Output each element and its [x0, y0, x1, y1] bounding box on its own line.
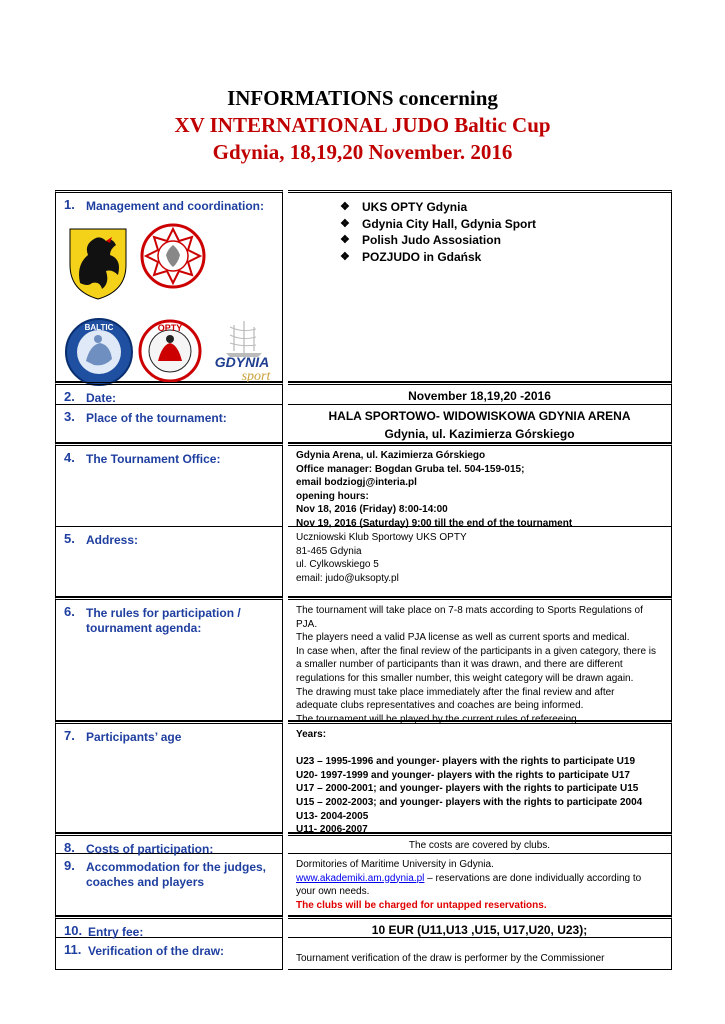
gdynia-logo-text: GDYNIA: [214, 354, 270, 370]
row-label: Accommodation for the judges, coaches and players: [86, 860, 267, 889]
date-value: November 18,19,20 -2016: [408, 389, 551, 403]
table-row: [53, 938, 674, 970]
row-label: Management and coordination:: [86, 199, 265, 213]
row-number: 9.: [64, 858, 75, 873]
table-row: [53, 190, 674, 382]
doc-title-line1: INFORMATIONS concerning: [227, 86, 498, 110]
sport-logo-text: sport: [241, 369, 271, 383]
office-text: Gdynia Arena, ul. Kazimierza Górskiego Office manager: Bogdan Gruba tel. 504-159-015; email bodziogj@interia.pl opening hours: Nov 18, 2016 (Friday) 8:00-14:00 Nov 19, 2016 (Saturday) 9:00 till the end of the tournament: [296, 450, 573, 529]
costs-value: The costs are covered by clubs.: [408, 840, 551, 851]
row-number: 7.: [64, 728, 75, 743]
row-label: Participants’ age: [86, 730, 182, 744]
row-number: 4.: [64, 450, 75, 465]
pomerania-coat-of-arms-logo: [66, 225, 130, 301]
place-value-line1: HALA SPORTOWO- WIDOWISKOWA GDYNIA ARENA: [328, 409, 631, 423]
table-row: [53, 854, 674, 916]
row-number: 11.: [64, 942, 82, 957]
verification-text: Tournament verification of the draw is performer by the Commissioner: [296, 953, 605, 964]
row-label: Costs of participation:: [86, 842, 214, 856]
diamond-bullet-icon: ❖: [340, 234, 350, 246]
table-row: [53, 833, 674, 854]
opty-logo-text: OPTY: [157, 323, 183, 333]
row-label: Date:: [86, 391, 117, 405]
list-item: ❖ Polish Judo Assosiation: [340, 233, 501, 247]
row-label: Address:: [86, 533, 139, 547]
table-row: [53, 405, 674, 443]
list-item: ❖ Gdynia City Hall, Gdynia Sport: [340, 216, 537, 231]
row-label: The Tournament Office:: [86, 452, 221, 466]
row-label: Place of the tournament:: [86, 411, 227, 425]
row-number: 6.: [64, 604, 75, 619]
row-number: 2.: [64, 389, 75, 404]
rules-text: The tournament will take place on 7-8 mats according to Sports Regulations of PJA. The players need a valid PJA license as well as current sports and medical. In case when, after the final review of the participants in a given category, there is a smaller number of participants than it was drawn, and there are different regulations for this smaller number, this weight category will be drawn again. The drawing must take place immediately after the final review and after adequate clubs representatives and coaches are being informed. The tournament will be played by the current rules of refereeing.: [296, 605, 657, 725]
address-text: Uczniowski Klub Sportowy UKS OPTY 81-465 Gdynia ul. Cylkowskiego 5 email: judo@uksopty.pl: [296, 532, 467, 584]
doc-title-line2: XV INTERNATIONAL JUDO Baltic Cup: [174, 113, 551, 137]
diamond-bullet-icon: ❖: [340, 201, 350, 213]
row-value-cell: [288, 190, 672, 382]
row-number: 1.: [64, 197, 75, 212]
entry-fee-value: 10 EUR (U11,U13 ,U15, U17,U20, U23);: [371, 923, 588, 937]
row-label: The rules for participation / tournament agenda:: [86, 606, 241, 635]
list-item: ❖ POZJUDO in Gdańsk: [340, 249, 482, 264]
table-row: [53, 527, 674, 597]
age-text: Years: U23 – 1995-1996 and younger- players with the rights to participate U19 U20- 1997-1999 and younger- players with the rights to participate U17 U17 – 2000-2001; and younger- players with the rights to participate U15 U15 – 2002-2003; and younger- players with the rights to participate 2004 U13- 2004-2005 U11- 2006-2007: [296, 729, 643, 836]
baltic-logo-text: BALTIC: [84, 323, 114, 332]
table-row: [53, 382, 674, 405]
accommodation-text: Dormitories of Maritime University in Gdynia. www.akademiki.am.gdynia.pl – reservations are done individually according to your own needs. The clubs will be charged for untapped reservations.: [296, 858, 666, 912]
diamond-bullet-icon: ❖: [340, 217, 350, 230]
row-number: 8.: [64, 840, 75, 855]
diamond-bullet-icon: ❖: [340, 250, 350, 263]
row-number: 3.: [64, 409, 75, 424]
doc-title-line3: Gdynia, 18,19,20 November. 2016: [212, 140, 513, 164]
akademiki-link[interactable]: www.akademiki.am.gdynia.pl: [296, 872, 425, 884]
row-label-cell: [55, 190, 283, 382]
row-label: Verification of the draw:: [88, 944, 225, 958]
place-value-line2: Gdynia, ul. Kazimierza Górskiego: [384, 427, 575, 441]
row-number: 5.: [64, 531, 75, 546]
table-row: [53, 916, 674, 938]
list-item: ❖ UKS OPTY Gdynia: [340, 200, 468, 214]
gdynia-sport-logo: [204, 317, 280, 383]
table-row: [53, 597, 674, 725]
row-label: Entry fee:: [88, 925, 144, 939]
management-list: [340, 199, 536, 265]
warning-text: The clubs will be charged for untapped reservations.: [296, 899, 547, 911]
opty-club-logo: [138, 319, 202, 383]
table-row: [53, 721, 674, 836]
polish-judo-emblem-logo: [140, 223, 206, 289]
table-row: [53, 443, 674, 527]
baltic-cup-logo: [64, 317, 134, 387]
row-number: 10.: [64, 923, 83, 938]
